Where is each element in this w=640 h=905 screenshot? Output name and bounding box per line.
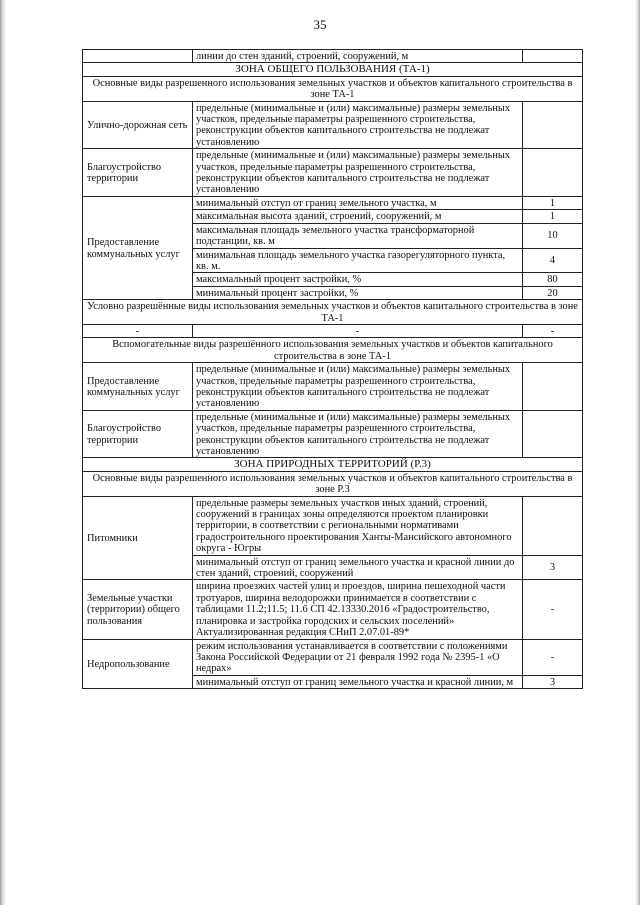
section-title: Условно разрешённые виды использования земельных участков и объектов капитального строительства в зоне ТА-1 [83,300,583,325]
use-type-name: Благоустройство территории [83,149,193,197]
param-text: предельные (минимальные и (или) максимальные) размеры земельных участков, предельные параметры разрешенного строительства, реконструкции объектов капитального строительства не подлежат установлению [193,101,523,149]
table-cell [83,50,193,63]
param-text: предельные размеры земельных участков иных зданий, строений, сооружений в границах зоны определяются проектом планировки территории, в соответствии с региональными нормативами градостроительного проектирования Ханты-Мансийского автономного округа - Югры [193,496,523,555]
param-text: предельные (минимальные и (или) максимальные) размеры земельных участков, предельные параметры разрешенного строительства, реконструкции объектов капитального строительства не подлежат установлению [193,363,523,411]
zone-title-p3: ЗОНА ПРИРОДНЫХ ТЕРРИТОРИЙ (Р.3) [83,458,583,471]
param-value: 1 [523,210,583,223]
param-text: минимальный отступ от границ земельного участка и красной линии, м [193,675,523,688]
param-text: минимальный отступ от границ земельного участка и красной линии до стен зданий, строений, сооружений [193,555,523,580]
param-text: линии до стен зданий, строений, сооружений, м [193,50,523,63]
param-value: 4 [523,248,583,273]
section-title: Основные виды разрешенного использования земельных участков и объектов капитального строительства в зоне Р.3 [83,471,583,496]
table-row [83,410,583,458]
param-text: минимальный отступ от границ земельного участка, м [193,196,523,209]
param-value: 3 [523,675,583,688]
param-text: режим использования устанавливается в соответствии с положениями Закона Российской Федерации от 21 февраля 1992 года № 2395-1 «О недрах» [193,639,523,675]
param-value [523,410,583,458]
use-type-name: Улично-дорожная сеть [83,101,193,149]
param-value: - [523,639,583,675]
param-value: 80 [523,273,583,286]
dash-cell: - [523,324,583,337]
param-value [523,363,583,411]
use-type-name: Благоустройство территории [83,410,193,458]
param-value: 3 [523,555,583,580]
section-title: Вспомогательные виды разрешённого использования земельных участков и объектов капитального строительства в зоне ТА-1 [83,338,583,363]
scan-edge-left [0,0,6,905]
table-row [83,496,583,555]
param-value: 20 [523,286,583,299]
use-type-name: Питомники [83,496,193,580]
param-text: максимальная площадь земельного участка трансформаторной подстанции, кв. м [193,223,523,248]
table-row [83,149,583,197]
table-row [83,101,583,149]
param-text: предельные (минимальные и (или) максимальные) размеры земельных участков, предельные параметры разрешенного строительства, реконструкции объектов капитального строительства не подлежат установлению [193,410,523,458]
regulations-table [82,49,583,689]
section-title: Основные виды разрешенного использования земельных участков и объектов капитального строительства в зоне ТА-1 [83,76,583,101]
param-value: - [523,580,583,639]
param-text: минимальная площадь земельного участка газорегуляторного пункта, кв. м. [193,248,523,273]
param-value [523,496,583,555]
zone-title-ta1: ЗОНА ОБЩЕГО ПОЛЬЗОВАНИЯ (ТА-1) [83,63,583,76]
table-row [83,580,583,639]
table-row [83,639,583,675]
param-text: минимальный процент застройки, % [193,286,523,299]
section-heading-row [83,76,583,101]
table-row [83,363,583,411]
param-value: 1 [523,196,583,209]
param-value [523,50,583,63]
zone-heading-row [83,63,583,76]
param-value: 10 [523,223,583,248]
param-value [523,101,583,149]
use-type-name: Недропользование [83,639,193,689]
param-value [523,149,583,197]
param-text: предельные (минимальные и (или) максимальные) размеры земельных участков, предельные параметры разрешенного строительства, реконструкции объектов капитального строительства не подлежат установлению [193,149,523,197]
dash-cell: - [83,324,193,337]
section-heading-row [83,471,583,496]
table-row [83,196,583,209]
table-row [83,50,583,63]
use-type-name: Земельные участки (территории) общего пользования [83,580,193,639]
dash-cell: - [193,324,523,337]
zone-heading-row [83,458,583,471]
page-number: 35 [313,17,327,32]
use-type-name: Предоставление коммунальных услуг [83,196,193,299]
table-row [83,324,583,337]
param-text: максимальный процент застройки, % [193,273,523,286]
section-heading-row [83,338,583,363]
scan-edge-right [635,0,640,905]
param-text: максимальная высота зданий, строений, сооружений, м [193,210,523,223]
section-heading-row [83,300,583,325]
use-type-name: Предоставление коммунальных услуг [83,363,193,411]
param-text: ширина проезжих частей улиц и проездов, ширина пешеходной части тротуаров, ширина велодорожки принимается в соответствии с таблицами 11.2;11.5; 11.6 СП 42.13330.2016 «Градостроительство, планировка и застройка городских и сельских поселений» Актуализированная редакция СНиП 2.07.01-89* [193,580,523,639]
